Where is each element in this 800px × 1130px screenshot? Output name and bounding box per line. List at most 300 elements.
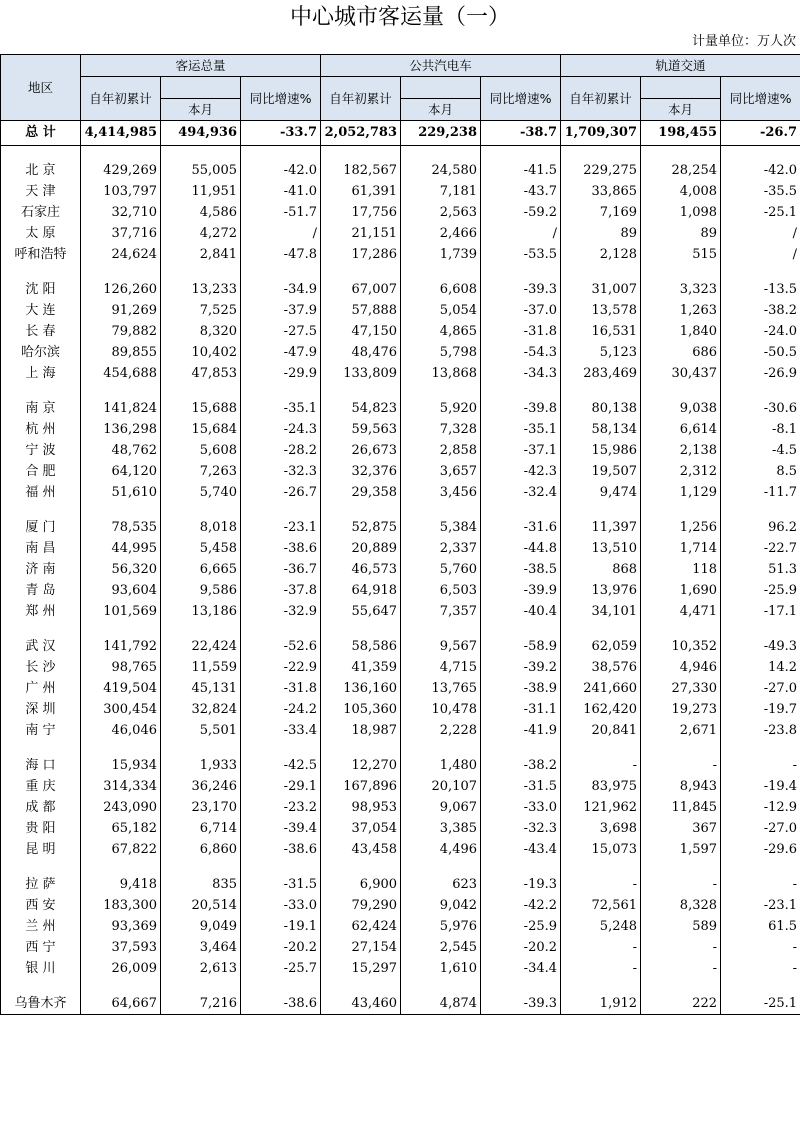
- region-cell: 青 岛: [1, 580, 81, 601]
- rail-month-cell: 686: [641, 342, 721, 363]
- total-yoy-cell: -47.9: [241, 342, 321, 363]
- bus-yoy-cell: -38.7: [481, 121, 561, 146]
- bus-yoy-cell: -53.5: [481, 244, 561, 265]
- rail-yoy-cell: -24.0: [721, 321, 800, 342]
- region-cell: 宁 波: [1, 440, 81, 461]
- bus-yoy-cell: -39.9: [481, 580, 561, 601]
- table-row: [1, 580, 800, 601]
- rail-cumulative-cell: 1,912: [561, 993, 641, 1015]
- bus-cumulative-cell: 21,151: [321, 223, 401, 244]
- total-yoy-cell: -20.2: [241, 937, 321, 958]
- rail-cumulative-cell: 162,420: [561, 699, 641, 720]
- spacer-cell: [321, 741, 401, 755]
- bus-cumulative-cell: 17,286: [321, 244, 401, 265]
- table-row: [1, 160, 800, 181]
- total-cumulative-cell: 4,414,985: [81, 121, 161, 146]
- region-cell: 武 汉: [1, 636, 81, 657]
- bus-cumulative-cell: 15,297: [321, 958, 401, 979]
- bus-month-cell: 1,610: [401, 958, 481, 979]
- yoy-header: 同比增速%: [481, 77, 561, 121]
- table-row: [1, 937, 800, 958]
- bus-yoy-cell: -20.2: [481, 937, 561, 958]
- total-cumulative-cell: 37,716: [81, 223, 161, 244]
- total-month-cell: 11,951: [161, 181, 241, 202]
- rail-month-cell: -: [641, 937, 721, 958]
- spacer-row: [1, 146, 800, 161]
- bus-cumulative-cell: 57,888: [321, 300, 401, 321]
- table-row: [1, 517, 800, 538]
- spacer-cell: [561, 741, 641, 755]
- spacer-cell: [161, 741, 241, 755]
- total-month-cell: 7,525: [161, 300, 241, 321]
- region-cell: 天 津: [1, 181, 81, 202]
- table-row: [1, 797, 800, 818]
- region-cell: 上 海: [1, 363, 81, 384]
- region-cell: 南 宁: [1, 720, 81, 741]
- cumulative-header: 自年初累计: [81, 77, 161, 121]
- bus-yoy-cell: -38.5: [481, 559, 561, 580]
- rail-yoy-cell: -23.1: [721, 895, 800, 916]
- rail-month-cell: 1,263: [641, 300, 721, 321]
- bus-yoy-cell: -38.2: [481, 755, 561, 776]
- total-month-cell: 5,501: [161, 720, 241, 741]
- total-month-cell: 6,665: [161, 559, 241, 580]
- bus-month-cell: 4,715: [401, 657, 481, 678]
- total-month-cell: 22,424: [161, 636, 241, 657]
- spacer-cell: [561, 384, 641, 398]
- rail-yoy-cell: /: [721, 244, 800, 265]
- bus-month-cell: 5,976: [401, 916, 481, 937]
- spacer-cell: [401, 146, 481, 161]
- table-row: [1, 461, 800, 482]
- rail-yoy-cell: -25.1: [721, 202, 800, 223]
- total-month-cell: 5,740: [161, 482, 241, 503]
- rail-yoy-cell: /: [721, 223, 800, 244]
- rail-month-cell: 4,471: [641, 601, 721, 622]
- spacer-cell: [481, 265, 561, 279]
- bus-cumulative-cell: 67,007: [321, 279, 401, 300]
- bus-cumulative-cell: 20,889: [321, 538, 401, 559]
- region-cell: 银 川: [1, 958, 81, 979]
- bus-yoy-cell: -43.7: [481, 181, 561, 202]
- spacer-cell: [321, 384, 401, 398]
- spacer-cell: [641, 503, 721, 517]
- spacer-cell: [481, 146, 561, 161]
- spacer-cell: [401, 741, 481, 755]
- total-yoy-cell: -28.2: [241, 440, 321, 461]
- spacer-row: [1, 622, 800, 636]
- spacer-cell: [561, 503, 641, 517]
- region-cell: 总 计: [1, 121, 81, 146]
- spacer-cell: [721, 503, 800, 517]
- total-month-cell: 8,018: [161, 517, 241, 538]
- table-row: [1, 321, 800, 342]
- rail-month-cell: 1,840: [641, 321, 721, 342]
- rail-cumulative-cell: 3,698: [561, 818, 641, 839]
- bus-cumulative-cell: 17,756: [321, 202, 401, 223]
- region-cell: 杭 州: [1, 419, 81, 440]
- rail-cumulative-cell: 9,474: [561, 482, 641, 503]
- bus-month-cell: 9,567: [401, 636, 481, 657]
- table-row: [1, 636, 800, 657]
- total-month-cell: 6,714: [161, 818, 241, 839]
- spacer-cell: [241, 146, 321, 161]
- rail-cumulative-cell: 58,134: [561, 419, 641, 440]
- total-month-cell: 11,559: [161, 657, 241, 678]
- spacer-cell: [161, 384, 241, 398]
- bus-cumulative-cell: 6,900: [321, 874, 401, 895]
- spacer-cell: [1, 265, 81, 279]
- blank-header: [401, 77, 481, 99]
- bus-cumulative-cell: 62,424: [321, 916, 401, 937]
- bus-yoy-cell: -54.3: [481, 342, 561, 363]
- rail-yoy-cell: 61.5: [721, 916, 800, 937]
- unit-note: 计量单位：万人次: [691, 34, 796, 49]
- table-row: [1, 755, 800, 776]
- spacer-cell: [321, 860, 401, 874]
- spacer-cell: [321, 146, 401, 161]
- rail-cumulative-cell: 5,123: [561, 342, 641, 363]
- region-cell: 重 庆: [1, 776, 81, 797]
- rail-month-cell: 30,437: [641, 363, 721, 384]
- total-yoy-cell: -41.0: [241, 181, 321, 202]
- bus-month-cell: 10,478: [401, 699, 481, 720]
- total-yoy-cell: -42.0: [241, 160, 321, 181]
- total-yoy-cell: -29.1: [241, 776, 321, 797]
- rail-month-cell: 1,690: [641, 580, 721, 601]
- total-cumulative-cell: 429,269: [81, 160, 161, 181]
- bus-cumulative-cell: 105,360: [321, 699, 401, 720]
- bus-yoy-cell: -43.4: [481, 839, 561, 860]
- bus-month-cell: 3,385: [401, 818, 481, 839]
- spacer-cell: [401, 384, 481, 398]
- spacer-cell: [161, 265, 241, 279]
- bus-cumulative-cell: 79,290: [321, 895, 401, 916]
- table-row: [1, 601, 800, 622]
- total-month-cell: 2,613: [161, 958, 241, 979]
- rail-cumulative-cell: 83,975: [561, 776, 641, 797]
- rail-yoy-cell: -13.5: [721, 279, 800, 300]
- spacer-cell: [641, 622, 721, 636]
- spacer-cell: [241, 860, 321, 874]
- table-row: [1, 699, 800, 720]
- rail-cumulative-cell: 283,469: [561, 363, 641, 384]
- total-month-cell: 55,005: [161, 160, 241, 181]
- month-header: 本月: [641, 99, 721, 121]
- bus-month-cell: 7,357: [401, 601, 481, 622]
- total-month-cell: 13,233: [161, 279, 241, 300]
- spacer-cell: [241, 503, 321, 517]
- rail-yoy-cell: -26.7: [721, 121, 800, 146]
- total-yoy-cell: -35.1: [241, 398, 321, 419]
- bus-cumulative-cell: 54,823: [321, 398, 401, 419]
- total-yoy-cell: -26.7: [241, 482, 321, 503]
- rail-cumulative-cell: 31,007: [561, 279, 641, 300]
- rail-cumulative-cell: 89: [561, 223, 641, 244]
- total-cumulative-cell: 141,792: [81, 636, 161, 657]
- page-title: 中心城市客运量（一）: [289, 5, 510, 30]
- rail-month-cell: 118: [641, 559, 721, 580]
- total-cumulative-cell: 93,604: [81, 580, 161, 601]
- rail-cumulative-cell: 868: [561, 559, 641, 580]
- table-row: [1, 398, 800, 419]
- total-yoy-cell: -23.2: [241, 797, 321, 818]
- rail-cumulative-cell: 16,531: [561, 321, 641, 342]
- bus-yoy-cell: -58.9: [481, 636, 561, 657]
- table-row: [1, 916, 800, 937]
- total-yoy-cell: -31.5: [241, 874, 321, 895]
- rail-yoy-cell: -: [721, 958, 800, 979]
- bus-yoy-cell: -32.3: [481, 818, 561, 839]
- bus-yoy-cell: -42.2: [481, 895, 561, 916]
- rail-yoy-cell: -23.8: [721, 720, 800, 741]
- total-cumulative-cell: 67,822: [81, 839, 161, 860]
- rail-yoy-cell: -17.1: [721, 601, 800, 622]
- total-yoy-cell: -24.2: [241, 699, 321, 720]
- total-month-cell: 6,860: [161, 839, 241, 860]
- spacer-cell: [1, 384, 81, 398]
- total-month-cell: 23,170: [161, 797, 241, 818]
- total-cumulative-cell: 46,046: [81, 720, 161, 741]
- table-row: [1, 244, 800, 265]
- spacer-cell: [721, 622, 800, 636]
- total-cumulative-cell: 126,260: [81, 279, 161, 300]
- total-cumulative-cell: 93,369: [81, 916, 161, 937]
- rail-yoy-cell: -12.9: [721, 797, 800, 818]
- bus-month-cell: 2,466: [401, 223, 481, 244]
- total-cumulative-cell: 419,504: [81, 678, 161, 699]
- bus-month-cell: 2,858: [401, 440, 481, 461]
- rail-yoy-cell: 96.2: [721, 517, 800, 538]
- bus-cumulative-cell: 29,358: [321, 482, 401, 503]
- bus-yoy-cell: -35.1: [481, 419, 561, 440]
- rail-yoy-cell: -22.7: [721, 538, 800, 559]
- rail-month-cell: -: [641, 874, 721, 895]
- spacer-cell: [641, 384, 721, 398]
- region-cell: 哈尔滨: [1, 342, 81, 363]
- bus-cumulative-cell: 167,896: [321, 776, 401, 797]
- spacer-row: [1, 384, 800, 398]
- rail-month-cell: 4,946: [641, 657, 721, 678]
- total-row: [1, 121, 800, 146]
- spacer-cell: [241, 384, 321, 398]
- bus-yoy-cell: -37.0: [481, 300, 561, 321]
- rail-month-cell: 6,614: [641, 419, 721, 440]
- total-cumulative-cell: 64,667: [81, 993, 161, 1015]
- spacer-cell: [481, 384, 561, 398]
- rail-month-cell: 1,714: [641, 538, 721, 559]
- total-yoy-cell: /: [241, 223, 321, 244]
- bus-month-cell: 2,337: [401, 538, 481, 559]
- rail-month-cell: 8,328: [641, 895, 721, 916]
- blank-header: [641, 77, 721, 99]
- bus-cumulative-cell: 43,458: [321, 839, 401, 860]
- total-month-cell: 4,272: [161, 223, 241, 244]
- rail-yoy-cell: -19.7: [721, 699, 800, 720]
- total-yoy-cell: -33.4: [241, 720, 321, 741]
- spacer-cell: [321, 622, 401, 636]
- total-cumulative-cell: 89,855: [81, 342, 161, 363]
- total-yoy-cell: -42.5: [241, 755, 321, 776]
- bus-cumulative-cell: 55,647: [321, 601, 401, 622]
- bus-cumulative-cell: 136,160: [321, 678, 401, 699]
- bus-yoy-cell: -31.1: [481, 699, 561, 720]
- table-row: [1, 839, 800, 860]
- bus-month-cell: 6,608: [401, 279, 481, 300]
- cumulative-header: 自年初累计: [561, 77, 641, 121]
- spacer-cell: [401, 265, 481, 279]
- rail-yoy-cell: -38.2: [721, 300, 800, 321]
- total-yoy-cell: -36.7: [241, 559, 321, 580]
- month-header: 本月: [401, 99, 481, 121]
- region-cell: 太 原: [1, 223, 81, 244]
- table-row: [1, 958, 800, 979]
- region-cell: 海 口: [1, 755, 81, 776]
- bus-yoy-cell: -31.5: [481, 776, 561, 797]
- rail-month-cell: 1,256: [641, 517, 721, 538]
- region-cell: 西 安: [1, 895, 81, 916]
- total-cumulative-cell: 64,120: [81, 461, 161, 482]
- region-cell: 南 京: [1, 398, 81, 419]
- total-cumulative-cell: 454,688: [81, 363, 161, 384]
- rail-yoy-cell: -4.5: [721, 440, 800, 461]
- bus-month-cell: 5,920: [401, 398, 481, 419]
- rail-month-cell: 28,254: [641, 160, 721, 181]
- total-yoy-cell: -31.8: [241, 678, 321, 699]
- total-yoy-cell: -25.7: [241, 958, 321, 979]
- region-cell: 合 肥: [1, 461, 81, 482]
- bus-cumulative-cell: 32,376: [321, 461, 401, 482]
- total-yoy-cell: -32.9: [241, 601, 321, 622]
- table-row: [1, 202, 800, 223]
- rail-yoy-cell: -27.0: [721, 818, 800, 839]
- bus-yoy-cell: -59.2: [481, 202, 561, 223]
- bus-cumulative-cell: 59,563: [321, 419, 401, 440]
- rail-cumulative-cell: 121,962: [561, 797, 641, 818]
- table-row: [1, 181, 800, 202]
- table-row: [1, 342, 800, 363]
- spacer-cell: [561, 146, 641, 161]
- rail-month-cell: 9,038: [641, 398, 721, 419]
- spacer-cell: [481, 979, 561, 993]
- rail-yoy-cell: -25.9: [721, 580, 800, 601]
- rail-yoy-cell: -35.5: [721, 181, 800, 202]
- total-cumulative-cell: 37,593: [81, 937, 161, 958]
- spacer-cell: [81, 384, 161, 398]
- total-yoy-cell: -38.6: [241, 839, 321, 860]
- total-cumulative-cell: 65,182: [81, 818, 161, 839]
- rail-yoy-cell: 8.5: [721, 461, 800, 482]
- table-row: [1, 559, 800, 580]
- bus-yoy-cell: -19.3: [481, 874, 561, 895]
- rail-cumulative-cell: -: [561, 874, 641, 895]
- total-month-cell: 8,320: [161, 321, 241, 342]
- spacer-row: [1, 741, 800, 755]
- table-row: [1, 874, 800, 895]
- bus-month-cell: 2,228: [401, 720, 481, 741]
- bus-yoy-cell: /: [481, 223, 561, 244]
- rail-cumulative-cell: 72,561: [561, 895, 641, 916]
- bus-cumulative-cell: 46,573: [321, 559, 401, 580]
- rail-month-cell: -: [641, 958, 721, 979]
- total-cumulative-cell: 26,009: [81, 958, 161, 979]
- total-cumulative-cell: 56,320: [81, 559, 161, 580]
- total-cumulative-cell: 103,797: [81, 181, 161, 202]
- spacer-cell: [561, 860, 641, 874]
- bus-cumulative-cell: 27,154: [321, 937, 401, 958]
- bus-month-cell: 2,563: [401, 202, 481, 223]
- rail-cumulative-cell: 241,660: [561, 678, 641, 699]
- total-cumulative-cell: 51,610: [81, 482, 161, 503]
- bus-month-cell: 24,580: [401, 160, 481, 181]
- rail-cumulative-cell: 11,397: [561, 517, 641, 538]
- month-header: 本月: [161, 99, 241, 121]
- region-cell: 长 春: [1, 321, 81, 342]
- total-yoy-cell: -47.8: [241, 244, 321, 265]
- total-cumulative-cell: 101,569: [81, 601, 161, 622]
- total-month-cell: 1,933: [161, 755, 241, 776]
- total-cumulative-cell: 32,710: [81, 202, 161, 223]
- rail-yoy-cell: -: [721, 755, 800, 776]
- rail-cumulative-cell: 13,578: [561, 300, 641, 321]
- total-cumulative-cell: 9,418: [81, 874, 161, 895]
- rail-month-cell: 89: [641, 223, 721, 244]
- total-month-cell: 7,263: [161, 461, 241, 482]
- region-cell: 昆 明: [1, 839, 81, 860]
- rail-month-cell: 11,845: [641, 797, 721, 818]
- spacer-cell: [81, 265, 161, 279]
- total-month-cell: 5,608: [161, 440, 241, 461]
- total-month-cell: 15,684: [161, 419, 241, 440]
- spacer-cell: [721, 265, 800, 279]
- bus-month-cell: 13,765: [401, 678, 481, 699]
- region-cell: 成 都: [1, 797, 81, 818]
- blank-header: [161, 77, 241, 99]
- rail-month-cell: 367: [641, 818, 721, 839]
- spacer-cell: [481, 503, 561, 517]
- total-month-cell: 45,131: [161, 678, 241, 699]
- spacer-cell: [481, 622, 561, 636]
- spacer-cell: [81, 622, 161, 636]
- rail-cumulative-cell: -: [561, 958, 641, 979]
- bus-month-cell: 5,760: [401, 559, 481, 580]
- rail-yoy-cell: -29.6: [721, 839, 800, 860]
- region-cell: 沈 阳: [1, 279, 81, 300]
- rail-yoy-cell: 14.2: [721, 657, 800, 678]
- rail-yoy-cell: -19.4: [721, 776, 800, 797]
- region-cell: 乌鲁木齐: [1, 993, 81, 1015]
- rail-month-cell: 222: [641, 993, 721, 1015]
- bus-yoy-cell: -31.8: [481, 321, 561, 342]
- bus-yoy-cell: -39.2: [481, 657, 561, 678]
- rail-cumulative-cell: 15,986: [561, 440, 641, 461]
- spacer-cell: [561, 265, 641, 279]
- total-cumulative-cell: 314,334: [81, 776, 161, 797]
- region-cell: 兰 州: [1, 916, 81, 937]
- total-yoy-cell: -29.9: [241, 363, 321, 384]
- region-cell: 福 州: [1, 482, 81, 503]
- spacer-cell: [641, 265, 721, 279]
- spacer-cell: [401, 860, 481, 874]
- table-row: [1, 720, 800, 741]
- passenger-volume-table: [0, 54, 800, 1015]
- spacer-cell: [241, 741, 321, 755]
- total-cumulative-cell: 44,995: [81, 538, 161, 559]
- rail-month-cell: 3,323: [641, 279, 721, 300]
- rail-cumulative-cell: 20,841: [561, 720, 641, 741]
- bus-cumulative-cell: 47,150: [321, 321, 401, 342]
- total-cumulative-cell: 48,762: [81, 440, 161, 461]
